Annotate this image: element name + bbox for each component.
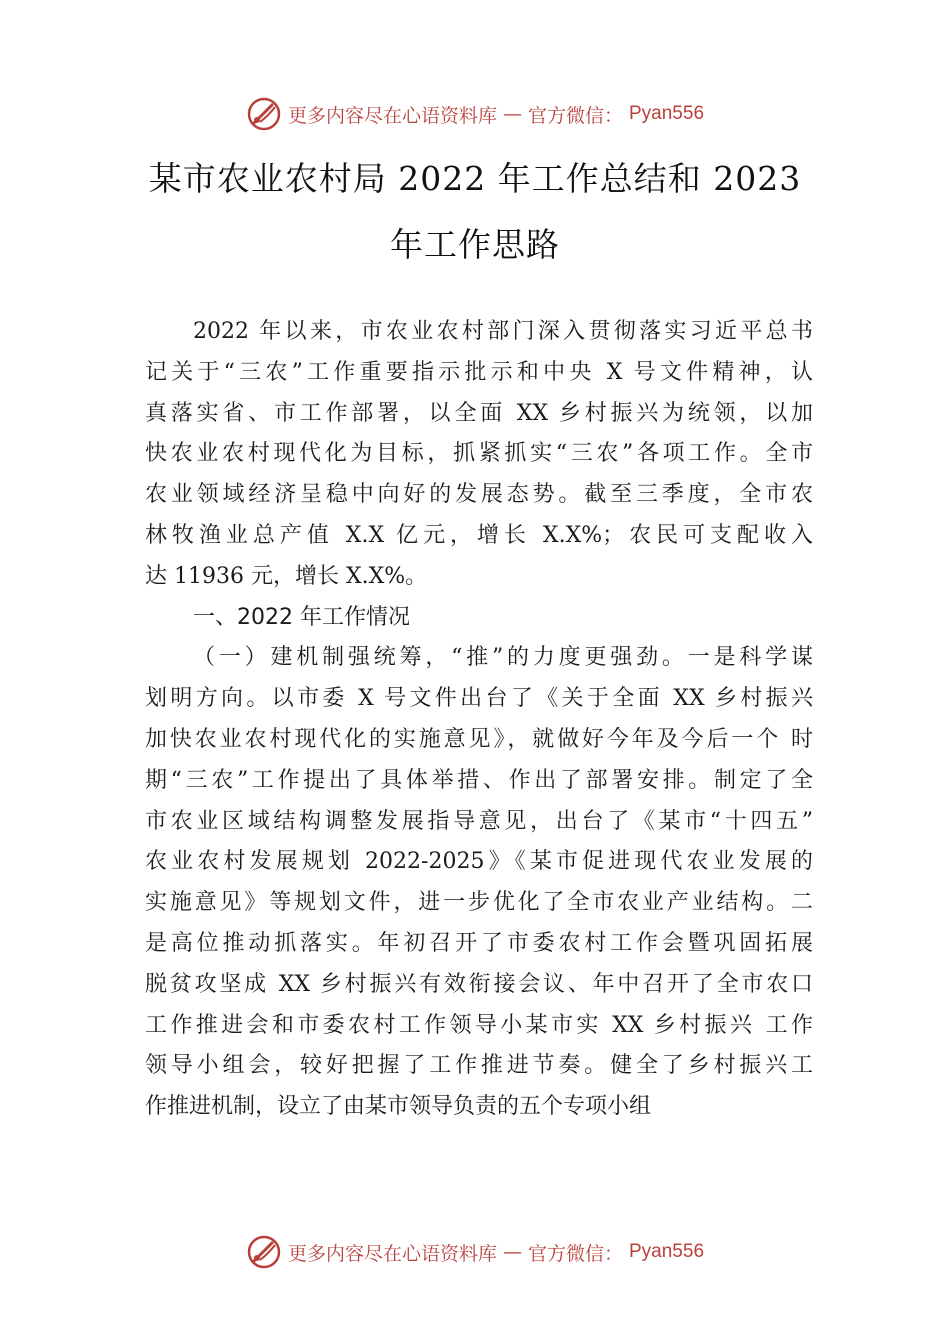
watermark-wechat-id: Pyan556	[629, 103, 705, 124]
para1-line: 2022 年以来，市农业农村部门深入贯彻落实习近平总书	[193, 319, 813, 344]
title-line-1: 某市农业农村局 2022 年工作总结和 2023	[148, 159, 802, 198]
para2-line: 领导小组会，较好把握了工作推进节奏。健全了乡村振兴工	[145, 1053, 813, 1079]
para2-line: 市农业区域结构调整发展指导意见，出台了《某市“十四五”	[145, 808, 813, 834]
watermark-wechat-id: Pyan556	[629, 1241, 705, 1262]
para2-line: 实施意见》等规划文件，进一步优化了全市农业产业结构。二	[145, 890, 813, 916]
watermark-wechat-label: 官方微信：	[527, 104, 623, 127]
para1-line: 真落实省、市工作部署，以全面 XX 乡村振兴为统领，以加	[145, 400, 813, 426]
para2-line: 是高位推动抓落实。年初召开了市委农村工作会暨巩固拓展	[145, 930, 813, 956]
document-body	[145, 312, 813, 1128]
para1-line: 快农业农村现代化为目标，抓紧抓实“三农”各项工作。全市	[145, 441, 813, 467]
para1-line: 达 11936 元，增长 X.X%。	[145, 563, 428, 589]
footer-watermark	[0, 1232, 950, 1272]
para2-line: 作推进机制，设立了由某市领导负责的五个专项小组	[145, 1094, 652, 1120]
quill-seal-icon	[246, 1234, 282, 1270]
para2-line: 农业农村发展规划 2022-2025》《某市促进现代农业发展的	[145, 849, 813, 875]
section-heading: 一、2022 年工作情况	[193, 604, 410, 630]
title-line-2: 年工作思路	[390, 225, 560, 264]
para2-line: 工作推进会和市委农村工作领导小某市实 XX 乡村振兴 工作	[145, 1012, 813, 1038]
document-title	[100, 146, 850, 278]
para2-line: 期“三农”工作提出了具体举措、作出了部署安排。制定了全	[145, 767, 813, 793]
para2-line: （一）建机制强统筹，“推”的力度更强劲。一是科学谋	[193, 645, 813, 671]
watermark-wechat-label: 官方微信：	[527, 1242, 623, 1265]
quill-seal-icon	[246, 96, 282, 132]
watermark-separator: —	[502, 103, 522, 125]
para2-line: 划明方向。以市委 X 号文件出台了《关于全面 XX 乡村振兴	[145, 686, 813, 712]
header-watermark	[0, 94, 950, 134]
watermark-separator: —	[502, 1241, 522, 1263]
watermark-brand-text: 更多内容尽在心语资料库	[287, 104, 497, 127]
para1-line: 林牧渔业总产值 X.X 亿元，增长 X.X%；农民可支配收入	[145, 522, 813, 548]
para2-line: 加快农业农村现代化的实施意见》，就做好今年及今后一个 时	[145, 726, 813, 752]
para1-line: 记关于“三农”工作重要指示批示和中央 X 号文件精神，认	[145, 359, 813, 385]
watermark-brand-text: 更多内容尽在心语资料库	[287, 1242, 497, 1265]
para2-line: 脱贫攻坚成 XX 乡村振兴有效衔接会议、年中召开了全市农口	[145, 971, 813, 997]
para1-line: 农业领域经济呈稳中向好的发展态势。截至三季度，全市农	[145, 482, 813, 508]
